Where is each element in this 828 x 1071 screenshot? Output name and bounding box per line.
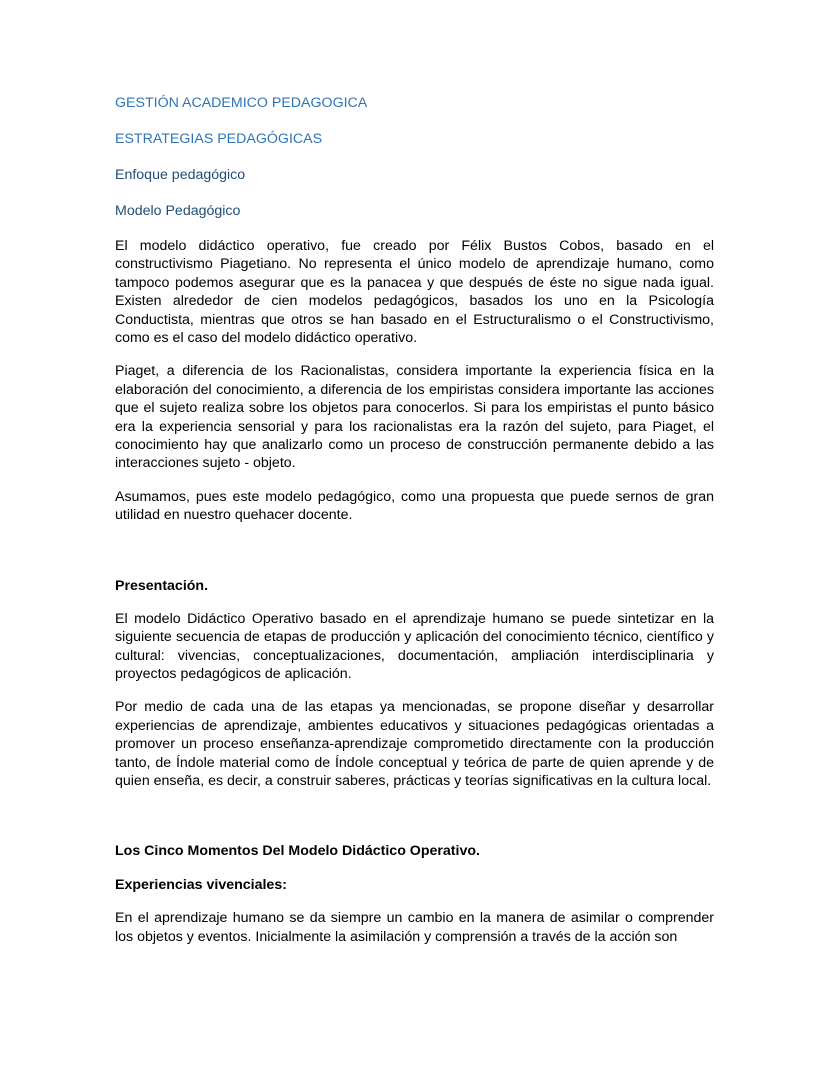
heading-experiencias-vivenciales: Experiencias vivenciales: xyxy=(115,877,287,894)
heading-gestion: GESTIÓN ACADEMICO PEDAGOGICA xyxy=(115,95,368,111)
intro-paragraph-2: Piaget, a diferencia de los Racionalistas, considera importante la experiencia física en la elaboración del conocimiento, a diferencia de los empiristas considera importante las acciones que el sujeto realiza sobre los objetos para conocerlos. Si para los empiristas el punto básico era la experiencia sensorial y para los racionalistas era la razón del sujeto, para Piaget, el conocimiento hay que analizarlo como un proceso de construcción permanente debido a las interacciones sujeto - objeto. xyxy=(115,363,714,472)
spacer xyxy=(115,805,714,841)
presentacion-paragraph-1: El modelo Didáctico Operativo basado en el aprendizaje humano se puede sintetizar en la siguiente secuencia de etapas de producción y aplicación del conocimiento técnico, científico y cultural: vivencias, conceptualizaciones, documentación, ampliación interdisciplinaria y proyectos pedagógicos de aplicación. xyxy=(115,610,714,682)
heading-enfoque: Enfoque pedagógico xyxy=(115,167,246,183)
intro-paragraph-3: Asumamos, pues este modelo pedagógico, como una propuesta que puede sernos de gran utilidad en nuestro quehacer docente. xyxy=(115,488,714,524)
heading-presentacion: Presentación. xyxy=(115,577,209,594)
heading-estrategias: ESTRATEGIAS PEDAGÓGICAS xyxy=(115,131,323,147)
presentacion-paragraph-2: Por medio de cada una de las etapas ya mencionadas, se propone diseñar y desarrollar experiencias de aprendizaje, ambientes educativos y situaciones pedagógicas orientadas a promover un proceso enseñanza-aprendizaje comprometido directamente con la producción tanto, de Índole material como de Índole conceptual y teórica de parte de quien aprende y de quien enseña, es decir, a construir saberes, prácticas y teorías significativas en la cultura local. xyxy=(115,699,714,789)
document-page xyxy=(115,93,714,961)
heading-cinco-momentos: Los Cinco Momentos Del Modelo Didáctico Operativo. xyxy=(115,843,480,860)
spacer xyxy=(115,540,714,576)
heading-modelo: Modelo Pedagógico xyxy=(115,203,241,219)
momentos-paragraph-1: En el aprendizaje humano se da siempre un cambio en la manera de asimilar o comprender los objetos y eventos. Inicialmente la asimilación y comprensión a través de la acción son xyxy=(115,910,714,945)
intro-paragraph-1: El modelo didáctico operativo, fue creado por Félix Bustos Cobos, basado en el constructivismo Piagetiano. No representa el único modelo de aprendizaje humano, como tampoco podemos asegurar que es la panacea y que después de éste no sigue nada igual. Existen alrededor de cien modelos pedagógicos, basados los uno en la Psicología Conductista, mientras que otros se han basado en el Estructuralismo o el Constructivismo, como es el caso del modelo didáctico operativo. xyxy=(115,238,714,347)
